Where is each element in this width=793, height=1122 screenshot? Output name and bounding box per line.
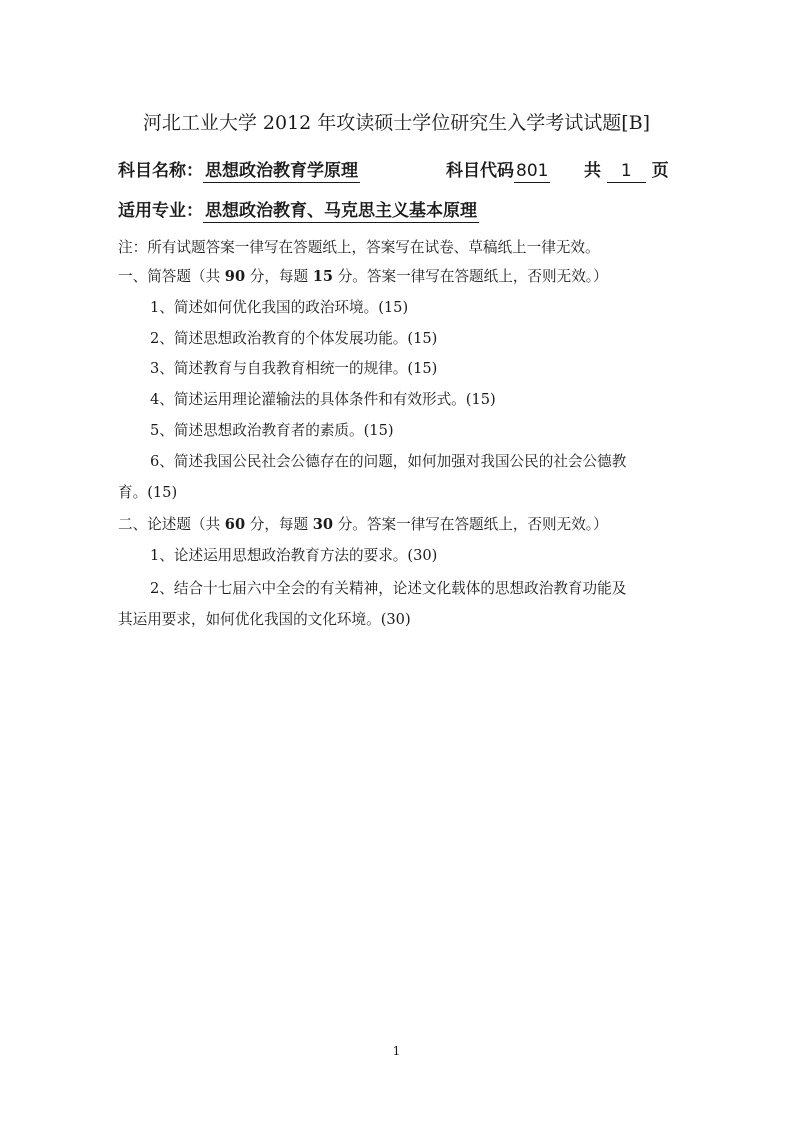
major: 思想政治教育、马克思主义基本原理: [203, 196, 479, 223]
question-item: 2、简述思想政治教育的个体发展功能。(15): [150, 330, 438, 347]
question-item: 5、简述思想政治教育者的素质。(15): [150, 422, 394, 439]
question-item: 2、结合十七届六中全会的有关精神，论述文化载体的思想政治教育功能及: [150, 580, 627, 597]
pages-prefix: 共: [584, 161, 601, 181]
page-number: 1: [392, 1044, 401, 1058]
page-count-row: [584, 156, 669, 183]
subject-name-row: [118, 156, 360, 183]
question-item: 4、简述运用理论灌输法的具体条件和有效形式。(15): [150, 391, 496, 408]
question-item: 1、论述运用思想政治教育方法的要求。(30): [150, 547, 438, 564]
pages-suffix: 页: [651, 161, 669, 181]
section-2-heading: 二、论述题（共 60 分，每题 30 分。答案一律写在答题纸上，否则无效。）: [118, 516, 608, 533]
question-item: 6、简述我国公民社会公德存在的问题，如何加强对我国公民的社会公德教: [150, 453, 627, 470]
exam-note: 注：所有试题答案一律写在答题纸上，答案写在试卷、草稿纸上一律无效。: [118, 239, 600, 256]
question-item-continued: 育。(15): [118, 484, 178, 501]
pages-count: 1: [607, 161, 646, 183]
exam-title: 河北工业大学 2012 年攻读硕士学位研究生入学考试试题[B]: [142, 112, 651, 134]
question-item: 3、简述教育与自我教育相统一的规律。(15): [150, 360, 438, 377]
question-item-continued: 其运用要求，如何优化我国的文化环境。(30): [118, 611, 411, 628]
section-1-heading: 一、简答题（共 90 分，每题 15 分。答案一律写在答题纸上，否则无效。）: [118, 268, 608, 285]
question-item: 1、简述如何优化我国的政治环境。(15): [150, 299, 409, 316]
subject-code: 801: [516, 161, 549, 181]
major-row: [118, 196, 479, 223]
subject-name-label: 科目名称：: [118, 161, 203, 181]
subject-code-row: [446, 156, 550, 183]
subject-name: 思想政治教育学原理: [203, 156, 360, 183]
major-label: 适用专业：: [118, 201, 203, 221]
subject-code-label: 科目代码: [446, 161, 514, 181]
